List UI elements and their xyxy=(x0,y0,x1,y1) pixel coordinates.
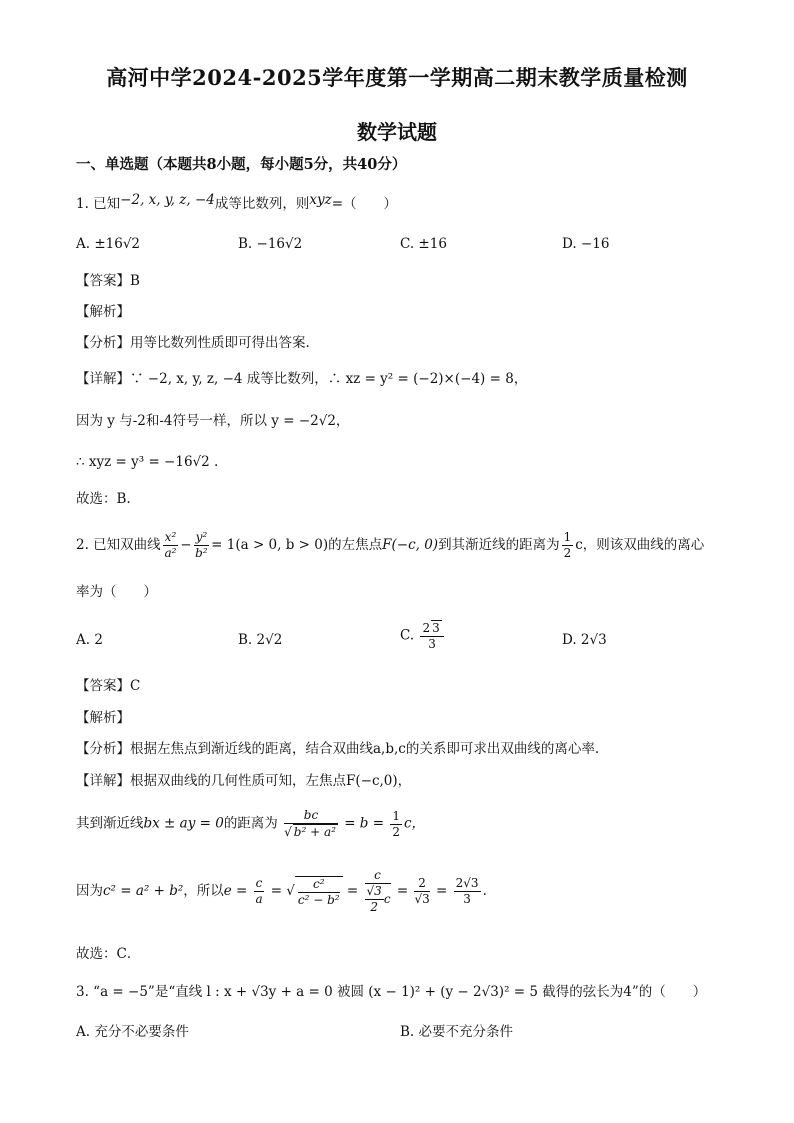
q2-stem-line2: 率为（ ） xyxy=(76,584,157,600)
q2-detail2-tail: c， xyxy=(404,815,426,832)
exam-subtitle: 数学试题 xyxy=(357,120,437,144)
q2-e-frac2: c $\frac{√3}{2}$ c xyxy=(366,868,391,914)
q1-answer: 【答案】B xyxy=(76,273,140,289)
q2-option-b: B. 2√2 xyxy=(238,632,283,648)
q1-detail-3: ∴ xyz = y³ = −16√2 . xyxy=(76,454,219,470)
q2-detail3-rel: c² = a² + b² xyxy=(103,883,184,899)
q2-answer: 【答案】C xyxy=(76,678,141,694)
q2-detail2-line: bx ± ay = 0 xyxy=(143,815,224,832)
section-heading: 一、单选题（本题共8小题，每小题5分，共40分） xyxy=(76,156,407,173)
q1-option-b: B. −16√2 xyxy=(238,236,303,252)
q1-expr: xyz xyxy=(309,192,332,208)
exam-title: 高河中学2024-2025学年度第一学期高二期末教学质量检测 xyxy=(106,65,688,90)
q2-frac-x: $\frac{\text{x²}}{\text{a²}}$ xyxy=(164,530,177,560)
q2-stem-tail: c，则该双曲线的离心 xyxy=(575,537,705,553)
q2-stem-mid2: 到其渐近线的距离为 xyxy=(438,537,560,553)
q1-stem xyxy=(76,192,398,212)
q2-e-frac3: $\frac{2}{√3}$ xyxy=(414,876,430,906)
q1-detail-1 xyxy=(76,371,527,387)
q1-conclusion: 故选：B. xyxy=(76,491,131,507)
q2-focus: F(−c, 0) xyxy=(382,537,439,553)
q2-stem: 2. 已知双曲线 $\frac{\text{x²}}{\text{a²}}$ − $\frac{\text{y²}}{\text{b²}}$ = 1(a > 0, b > 0)的左焦点F(−c, 0)到其渐近线的距离为 $\frac{1}{2}$ c，则该双曲线的离心 xyxy=(76,530,705,560)
q2-option-d: D. 2√3 xyxy=(562,632,607,648)
q1-option-d: D. −16 xyxy=(562,236,610,252)
q2-detail-2 xyxy=(76,808,425,840)
q3-option-a: A. 充分不必要条件 xyxy=(76,1024,189,1040)
q3-option-b: B. 必要不充分条件 xyxy=(400,1024,514,1040)
q2-detail2-prefix: 其到渐近线 xyxy=(76,815,144,832)
q2-e-frac1: $\frac{c}{a}$ xyxy=(255,876,263,906)
q3-stem: 3. “a = −5”是“直线 l : x + √3y + a = 0 被圆 (x − 1)² + (y − 2√3)² = 5 截得的弦长为4”的（ ） xyxy=(76,984,707,1000)
q1-stem-prefix: 1. 已知 xyxy=(76,196,121,212)
q1-detail-2: 因为 y 与-2和-4符号一样，所以 y = −2√2， xyxy=(76,413,350,429)
q2-e-frac4: $\frac{2√3}{3}$ xyxy=(455,876,479,906)
q2-detail-1: 【详解】根据双曲线的几何性质可知，左焦点F(−c,0)， xyxy=(76,773,412,789)
q1-detail-label: 【详解】 xyxy=(76,371,130,387)
q2-frac-half: $\frac{1}{2}$ xyxy=(563,530,572,560)
q2-detail2-mid: 的距离为 xyxy=(223,815,278,832)
q1-option-a: A. ±16√2 xyxy=(76,236,141,252)
q1-analysis: 【解析】 xyxy=(76,304,130,320)
q1-stem-suffix: =（ ） xyxy=(331,196,398,212)
q1-stem-mid: 成等比数列，则 xyxy=(214,196,310,212)
q2-detail-3: 因为c² = a² + b²，所以e = $\frac{c}{a}$ = √ $\frac{\text{c²}}{\text{c² − b²}}$ = c $\frac{√3}{2}$ c = $\frac{2}{√3}$ = $\frac{2√3}{3}$ . xyxy=(76,868,487,914)
q2-detail2-half: $\frac{1}{2}$ xyxy=(392,808,400,839)
q1-option-c: C. ±16 xyxy=(400,236,447,252)
q2-option-c xyxy=(400,620,446,652)
q2-detail2-eq: = b = xyxy=(344,815,385,832)
q2-detail3-prefix: 因为 xyxy=(76,883,103,899)
q2-option-a: A. 2 xyxy=(76,632,103,648)
q2-option-c-label: C. xyxy=(400,627,415,644)
q2-stem-mid: 的左焦点 xyxy=(328,537,383,553)
q2-detail2-frac: $\frac{bc}{\text{√ b² + a²}}$ xyxy=(284,808,336,839)
q2-stem-eq: = 1(a > 0, b > 0) xyxy=(211,537,329,553)
q2-frac-y: $\frac{\text{y²}}{\text{b²}}$ xyxy=(195,530,208,560)
q2-conclusion: 故选：C． xyxy=(76,946,141,962)
q2-detail3-e: e = xyxy=(223,883,248,899)
q2-detail3-mid: ，所以 xyxy=(183,883,224,899)
q2-e-sqrt: $\frac{\text{c²}}{\text{c² − b²}}$ xyxy=(295,876,343,908)
q1-seq: −2, x, y, z, −4 xyxy=(120,192,215,208)
q2-fenxi: 【分析】根据左焦点到渐近线的距离，结合双曲线a,b,c的关系即可求出双曲线的离心率. xyxy=(76,741,600,757)
q1-detail-text: ∵ −2, x, y, z, −4 成等比数列，∴ xz = y² = (−2)×(−4) = 8， xyxy=(130,371,528,387)
q2-stem-prefix: 2. 已知双曲线 xyxy=(76,537,161,553)
q2-option-c-frac: $\frac{2 3}{3}$ xyxy=(420,620,443,652)
q2-analysis: 【解析】 xyxy=(76,710,130,726)
q1-fenxi: 【分析】用等比数列性质即可得出答案. xyxy=(76,335,310,351)
